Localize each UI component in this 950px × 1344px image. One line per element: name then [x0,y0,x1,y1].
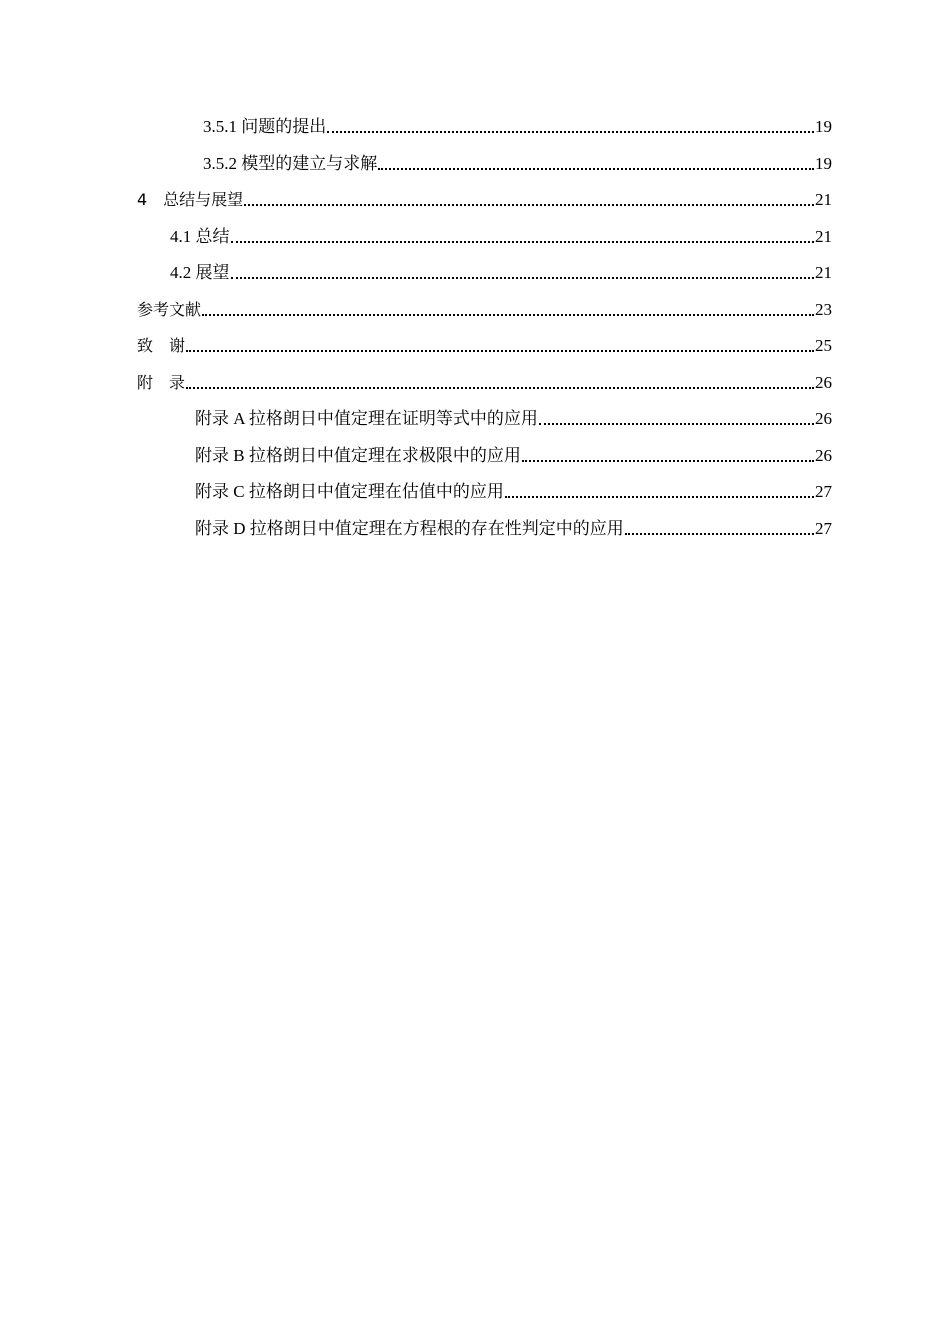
dot-leader [625,533,814,535]
toc-entry-title: 3.5.1 问题的提出 [203,117,327,136]
toc-entry-acknowledgements[interactable] [137,333,832,357]
toc-entry-appendix-a[interactable] [195,406,832,430]
toc-entry-page: 25 [815,336,832,355]
toc-entry-4-2[interactable] [170,260,832,284]
dot-leader [186,387,814,389]
dot-leader [505,496,814,498]
toc-entry-title: 4.1 总结 [170,227,230,246]
toc-entry-title: 附录 A 拉格朗日中值定理在证明等式中的应用 [195,409,538,428]
toc-entry-page: 26 [815,409,832,428]
toc-entry-title: 4.2 展望 [170,263,230,282]
toc-entry-page: 26 [815,373,832,392]
toc-entry-title: 致 谢 [137,336,186,355]
toc-entry-page: 27 [815,482,832,501]
toc-entry-page: 26 [815,446,832,465]
toc-entry-title: 4 总结与展望 [137,190,244,209]
dot-leader [231,277,815,279]
toc-entry-page: 19 [815,117,832,136]
toc-entry-3-5-1[interactable] [203,114,832,138]
dot-leader [244,204,814,206]
toc-entry-page: 21 [815,190,832,209]
toc-entry-appendix-c[interactable] [195,479,832,503]
toc-entry-title: 附 录 [137,373,186,392]
toc-entry-appendix-d[interactable] [195,516,832,540]
toc-entry-title: 附录 B 拉格朗日中值定理在求极限中的应用 [195,446,521,465]
dot-leader [522,460,814,462]
toc-entry-appendix[interactable] [137,370,832,394]
toc-entry-page: 19 [815,154,832,173]
toc-entry-page: 21 [815,263,832,282]
toc-entry-4-1[interactable] [170,224,832,248]
dot-leader [202,314,814,316]
dot-leader [186,350,814,352]
toc-entry-title: 参考文献 [137,300,202,319]
toc-entry-title: 附录 C 拉格朗日中值定理在估值中的应用 [195,482,504,501]
dot-leader [378,168,814,170]
toc-entry-page: 27 [815,519,832,538]
toc-entry-title: 3.5.2 模型的建立与求解 [203,154,378,173]
dot-leader [539,423,814,425]
toc-entry-references[interactable] [137,297,832,321]
toc-entry-page: 21 [815,227,832,246]
dot-leader [327,131,814,133]
toc-entry-chapter-4[interactable] [137,187,832,211]
toc-entry-page: 23 [815,300,832,319]
dot-leader [231,241,815,243]
toc-entry-title: 附录 D 拉格朗日中值定理在方程根的存在性判定中的应用 [195,519,624,538]
toc-entry-appendix-b[interactable] [195,443,832,467]
toc-entry-3-5-2[interactable] [203,151,832,175]
